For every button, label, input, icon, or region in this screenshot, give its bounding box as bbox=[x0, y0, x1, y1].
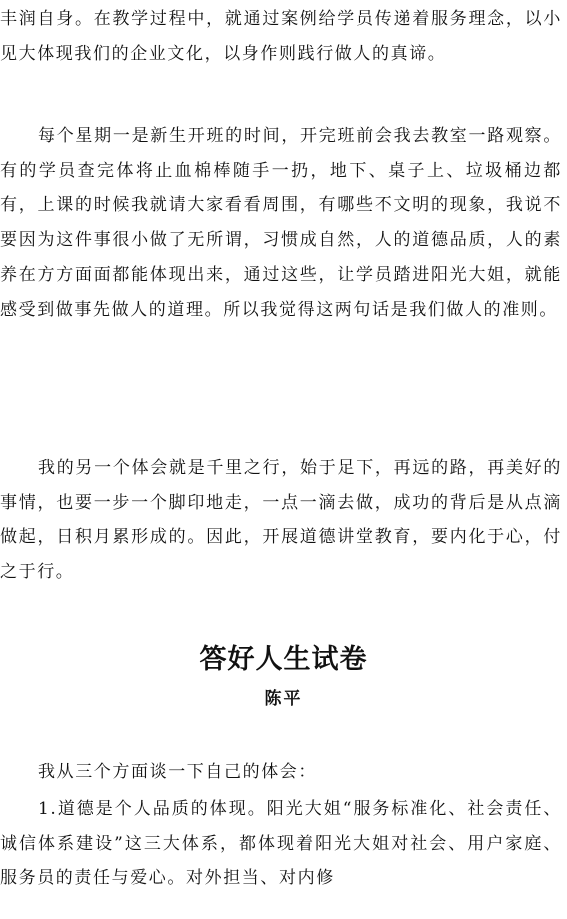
paragraph-continuation: 丰润自身。在教学过程中，就通过案例给学员传递着服务理念，以小见大体现我们的企业文化，以身作则践行做人的真谛。 bbox=[0, 9, 562, 64]
article-title: 答好人生试卷 bbox=[199, 644, 368, 675]
paragraph-step-by-step: 我的另一个体会就是千里之行，始于足下，再远的路，再美好的事情，也要一步一个脚印地走，一点一滴去做，成功的背后是从点滴做起，日积月累形成的。因此，开展道德讲堂教育，要内化于心，付之于行。 bbox=[0, 458, 562, 583]
paragraph-monday-class: 每个星期一是新生开班的时间，开完班前会我去教室一路观察。有的学员查完体将止血棉棒随手一扔，地下、桌子上、垃圾桶边都有，上课的时候我就请大家看看周围，有哪些不文明的现象，我说不要因为这件事很小做了无所谓，习惯成自然，人的道德品质，人的素养在方方面面都能体现出来，通过这些，让学员踏进阳光大姐，就能感受到做事先做人的道理。所以我觉得这两句话是我们做人的准则。 bbox=[0, 126, 562, 320]
paragraph-intro: 我从三个方面谈一下自己的体会： bbox=[38, 762, 317, 782]
paragraph-point-one: 1.道德是个人品质的体现。阳光大姐“服务标准化、社会责任、诚信体系建设”这三大体系，都体现着阳光大姐对社会、用户家庭、服务员的责任与爱心。对外担当、对内修 bbox=[0, 799, 562, 889]
article-author: 陈平 bbox=[264, 689, 303, 709]
